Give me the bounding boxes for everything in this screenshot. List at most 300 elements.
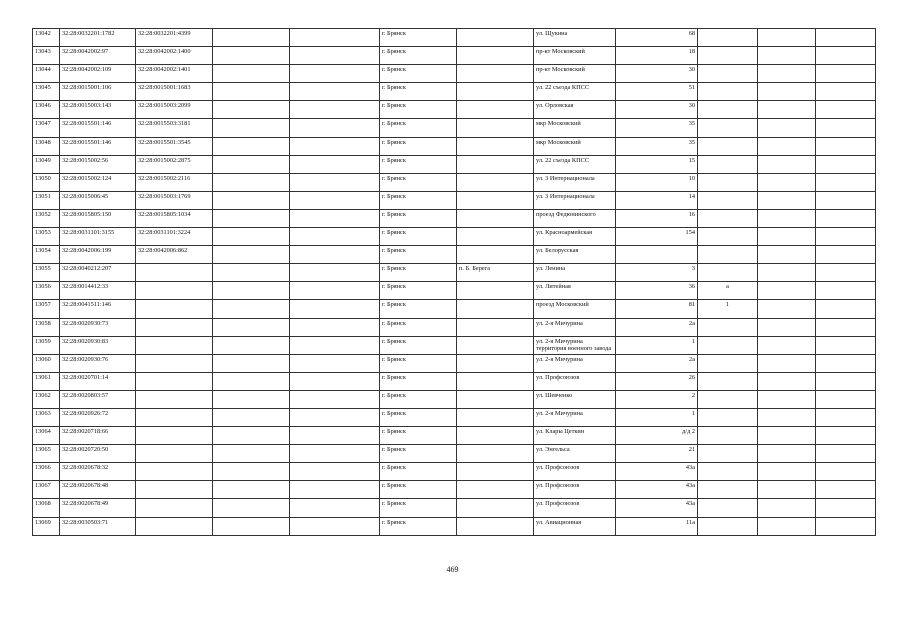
building-cell bbox=[698, 65, 758, 83]
cadastral-number-cell: 32:28:0015002:56 bbox=[60, 155, 136, 173]
cadastral-number-cell: 32:28:0015002:124 bbox=[60, 173, 136, 191]
street-cell: ул. Ленина bbox=[534, 264, 616, 282]
city-cell: г. Брянск bbox=[380, 427, 457, 445]
empty-cell bbox=[290, 336, 380, 354]
empty-cell bbox=[816, 336, 876, 354]
table-row bbox=[33, 282, 876, 300]
empty-cell bbox=[816, 300, 876, 318]
building-cell bbox=[698, 390, 758, 408]
empty-cell bbox=[816, 390, 876, 408]
object-cadastral-cell bbox=[136, 318, 213, 336]
house-cell: 35 bbox=[616, 119, 698, 137]
row-number-cell: 13050 bbox=[33, 173, 60, 191]
row-number-cell: 13065 bbox=[33, 445, 60, 463]
apartment-cell bbox=[758, 499, 816, 517]
apartment-cell bbox=[758, 408, 816, 426]
building-cell bbox=[698, 101, 758, 119]
empty-cell bbox=[213, 445, 290, 463]
empty-cell bbox=[213, 65, 290, 83]
empty-cell bbox=[213, 101, 290, 119]
building-cell bbox=[698, 191, 758, 209]
apartment-cell bbox=[758, 354, 816, 372]
cadastral-number-cell: 32:28:0015003:143 bbox=[60, 101, 136, 119]
row-number-cell: 13062 bbox=[33, 390, 60, 408]
empty-cell bbox=[816, 83, 876, 101]
cadastral-number-cell: 32:28:0020678:49 bbox=[60, 499, 136, 517]
house-cell: 30 bbox=[616, 65, 698, 83]
table-row bbox=[33, 155, 876, 173]
empty-cell bbox=[290, 209, 380, 227]
street-cell: ул. 2-я Мичурина bbox=[534, 354, 616, 372]
locality-cell bbox=[457, 191, 534, 209]
house-cell: 11а bbox=[616, 517, 698, 535]
building-cell bbox=[698, 481, 758, 499]
street-cell: ул. Белорусская bbox=[534, 246, 616, 264]
empty-cell bbox=[816, 47, 876, 65]
cadastral-number-cell: 32:28:0015001:106 bbox=[60, 83, 136, 101]
locality-cell bbox=[457, 83, 534, 101]
object-cadastral-cell bbox=[136, 264, 213, 282]
house-cell: д/д 2 bbox=[616, 427, 698, 445]
empty-cell bbox=[290, 119, 380, 137]
locality-cell bbox=[457, 65, 534, 83]
empty-cell bbox=[213, 336, 290, 354]
object-cadastral-cell bbox=[136, 408, 213, 426]
city-cell: г. Брянск bbox=[380, 372, 457, 390]
building-cell bbox=[698, 228, 758, 246]
empty-cell bbox=[290, 155, 380, 173]
locality-cell bbox=[457, 228, 534, 246]
table-row bbox=[33, 300, 876, 318]
row-number-cell: 13047 bbox=[33, 119, 60, 137]
apartment-cell bbox=[758, 29, 816, 47]
locality-cell bbox=[457, 318, 534, 336]
locality-cell bbox=[457, 155, 534, 173]
empty-cell bbox=[213, 119, 290, 137]
object-cadastral-cell: 32:28:0015501:3545 bbox=[136, 137, 213, 155]
building-cell bbox=[698, 264, 758, 282]
table-row bbox=[33, 83, 876, 101]
city-cell: г. Брянск bbox=[380, 228, 457, 246]
street-cell: ул. 3 Интернационала bbox=[534, 191, 616, 209]
empty-cell bbox=[213, 463, 290, 481]
table-row bbox=[33, 264, 876, 282]
locality-cell bbox=[457, 445, 534, 463]
table-row bbox=[33, 246, 876, 264]
empty-cell bbox=[816, 29, 876, 47]
apartment-cell bbox=[758, 445, 816, 463]
cadastral-number-cell: 32:28:0040212:207 bbox=[60, 264, 136, 282]
city-cell: г. Брянск bbox=[380, 29, 457, 47]
empty-cell bbox=[213, 209, 290, 227]
building-cell: а bbox=[698, 282, 758, 300]
locality-cell bbox=[457, 499, 534, 517]
empty-cell bbox=[213, 499, 290, 517]
cadastral-number-cell: 32:28:0015501:146 bbox=[60, 137, 136, 155]
empty-cell bbox=[213, 408, 290, 426]
empty-cell bbox=[816, 173, 876, 191]
city-cell: г. Брянск bbox=[380, 282, 457, 300]
apartment-cell bbox=[758, 173, 816, 191]
empty-cell bbox=[213, 354, 290, 372]
table-row bbox=[33, 173, 876, 191]
city-cell: г. Брянск bbox=[380, 47, 457, 65]
row-number-cell: 13069 bbox=[33, 517, 60, 535]
house-cell: 1 bbox=[616, 408, 698, 426]
house-cell: 14 bbox=[616, 191, 698, 209]
city-cell: г. Брянск bbox=[380, 246, 457, 264]
cadastral-number-cell: 32:28:0015805:150 bbox=[60, 209, 136, 227]
empty-cell bbox=[816, 264, 876, 282]
house-cell: 15 bbox=[616, 155, 698, 173]
building-cell: 1 bbox=[698, 300, 758, 318]
object-cadastral-cell: 32:28:0042002:1400 bbox=[136, 47, 213, 65]
cadastral-number-cell: 32:28:0020930:73 bbox=[60, 318, 136, 336]
house-cell: 43а bbox=[616, 463, 698, 481]
object-cadastral-cell: 32:28:0015805:1034 bbox=[136, 209, 213, 227]
row-number-cell: 13054 bbox=[33, 246, 60, 264]
object-cadastral-cell bbox=[136, 372, 213, 390]
row-number-cell: 13049 bbox=[33, 155, 60, 173]
empty-cell bbox=[213, 47, 290, 65]
cadastral-number-cell: 32:28:0020930:76 bbox=[60, 354, 136, 372]
street-cell: мкр Московский bbox=[534, 137, 616, 155]
empty-cell bbox=[290, 137, 380, 155]
street-cell: пр-кт Московский bbox=[534, 47, 616, 65]
city-cell: г. Брянск bbox=[380, 445, 457, 463]
street-cell: ул. Профсоюзов bbox=[534, 372, 616, 390]
city-cell: г. Брянск bbox=[380, 191, 457, 209]
apartment-cell bbox=[758, 155, 816, 173]
empty-cell bbox=[816, 463, 876, 481]
object-cadastral-cell bbox=[136, 336, 213, 354]
empty-cell bbox=[816, 246, 876, 264]
apartment-cell bbox=[758, 83, 816, 101]
table-row bbox=[33, 445, 876, 463]
locality-cell bbox=[457, 427, 534, 445]
empty-cell bbox=[290, 318, 380, 336]
city-cell: г. Брянск bbox=[380, 119, 457, 137]
city-cell: г. Брянск bbox=[380, 336, 457, 354]
table-row bbox=[33, 137, 876, 155]
city-cell: г. Брянск bbox=[380, 517, 457, 535]
row-number-cell: 13066 bbox=[33, 463, 60, 481]
locality-cell bbox=[457, 173, 534, 191]
locality-cell bbox=[457, 354, 534, 372]
registry-table bbox=[32, 28, 876, 536]
empty-cell bbox=[290, 101, 380, 119]
empty-cell bbox=[816, 101, 876, 119]
apartment-cell bbox=[758, 119, 816, 137]
apartment-cell bbox=[758, 228, 816, 246]
empty-cell bbox=[816, 209, 876, 227]
city-cell: г. Брянск bbox=[380, 264, 457, 282]
house-cell: 26 bbox=[616, 372, 698, 390]
locality-cell bbox=[457, 481, 534, 499]
cadastral-number-cell: 32:28:0020926:72 bbox=[60, 408, 136, 426]
apartment-cell bbox=[758, 47, 816, 65]
empty-cell bbox=[816, 137, 876, 155]
empty-cell bbox=[213, 481, 290, 499]
building-cell bbox=[698, 155, 758, 173]
building-cell bbox=[698, 445, 758, 463]
house-cell bbox=[616, 246, 698, 264]
building-cell bbox=[698, 463, 758, 481]
object-cadastral-cell: 32:28:0015003:1769 bbox=[136, 191, 213, 209]
apartment-cell bbox=[758, 336, 816, 354]
empty-cell bbox=[290, 282, 380, 300]
table-row bbox=[33, 101, 876, 119]
apartment-cell bbox=[758, 463, 816, 481]
cadastral-number-cell: 32:28:0042002:97 bbox=[60, 47, 136, 65]
building-cell bbox=[698, 47, 758, 65]
empty-cell bbox=[816, 481, 876, 499]
row-number-cell: 13063 bbox=[33, 408, 60, 426]
apartment-cell bbox=[758, 517, 816, 535]
empty-cell bbox=[290, 246, 380, 264]
street-cell: ул. 2-я Мичурина bbox=[534, 408, 616, 426]
building-cell bbox=[698, 137, 758, 155]
object-cadastral-cell: 32:28:0015503:3181 bbox=[136, 119, 213, 137]
house-cell: 43а bbox=[616, 499, 698, 517]
street-cell: ул. 3 Интернационала bbox=[534, 173, 616, 191]
empty-cell bbox=[213, 300, 290, 318]
empty-cell bbox=[816, 318, 876, 336]
row-number-cell: 13053 bbox=[33, 228, 60, 246]
empty-cell bbox=[816, 372, 876, 390]
cadastral-number-cell: 32:28:0020678:48 bbox=[60, 481, 136, 499]
object-cadastral-cell: 32:28:0015002:2116 bbox=[136, 173, 213, 191]
apartment-cell bbox=[758, 101, 816, 119]
object-cadastral-cell: 32:28:0015003:2099 bbox=[136, 101, 213, 119]
row-number-cell: 13055 bbox=[33, 264, 60, 282]
object-cadastral-cell bbox=[136, 282, 213, 300]
locality-cell bbox=[457, 47, 534, 65]
empty-cell bbox=[213, 137, 290, 155]
empty-cell bbox=[213, 83, 290, 101]
table-row bbox=[33, 408, 876, 426]
empty-cell bbox=[816, 517, 876, 535]
house-cell: 43а bbox=[616, 481, 698, 499]
building-cell bbox=[698, 209, 758, 227]
locality-cell bbox=[457, 119, 534, 137]
street-cell: ул. 2-я Мичурина территория военного завода bbox=[534, 336, 616, 354]
house-cell: 2а bbox=[616, 318, 698, 336]
house-cell: 36 bbox=[616, 282, 698, 300]
building-cell bbox=[698, 408, 758, 426]
object-cadastral-cell: 32:28:0015001:1683 bbox=[136, 83, 213, 101]
locality-cell bbox=[457, 300, 534, 318]
cadastral-number-cell: 32:28:0014412:33 bbox=[60, 282, 136, 300]
table-row bbox=[33, 372, 876, 390]
street-cell: пр-кт Московский bbox=[534, 65, 616, 83]
city-cell: г. Брянск bbox=[380, 173, 457, 191]
empty-cell bbox=[213, 318, 290, 336]
empty-cell bbox=[213, 155, 290, 173]
empty-cell bbox=[213, 427, 290, 445]
table-row bbox=[33, 65, 876, 83]
apartment-cell bbox=[758, 191, 816, 209]
building-cell bbox=[698, 119, 758, 137]
table-row bbox=[33, 228, 876, 246]
empty-cell bbox=[290, 463, 380, 481]
empty-cell bbox=[290, 481, 380, 499]
street-cell: ул. Шевченко bbox=[534, 390, 616, 408]
empty-cell bbox=[213, 282, 290, 300]
house-cell: 2 bbox=[616, 390, 698, 408]
street-cell: проезд Федюнинского bbox=[534, 209, 616, 227]
cadastral-number-cell: 32:28:0042002:109 bbox=[60, 65, 136, 83]
row-number-cell: 13067 bbox=[33, 481, 60, 499]
locality-cell bbox=[457, 463, 534, 481]
table-row bbox=[33, 47, 876, 65]
city-cell: г. Брянск bbox=[380, 408, 457, 426]
empty-cell bbox=[816, 228, 876, 246]
apartment-cell bbox=[758, 264, 816, 282]
building-cell bbox=[698, 499, 758, 517]
row-number-cell: 13059 bbox=[33, 336, 60, 354]
row-number-cell: 13057 bbox=[33, 300, 60, 318]
building-cell bbox=[698, 336, 758, 354]
empty-cell bbox=[290, 427, 380, 445]
empty-cell bbox=[816, 282, 876, 300]
building-cell bbox=[698, 427, 758, 445]
registry-body bbox=[33, 29, 876, 536]
house-cell: 35 bbox=[616, 137, 698, 155]
empty-cell bbox=[816, 191, 876, 209]
house-cell: 1 bbox=[616, 336, 698, 354]
locality-cell bbox=[457, 137, 534, 155]
building-cell bbox=[698, 318, 758, 336]
row-number-cell: 13056 bbox=[33, 282, 60, 300]
table-row bbox=[33, 209, 876, 227]
row-number-cell: 13060 bbox=[33, 354, 60, 372]
street-cell: ул. Литейная bbox=[534, 282, 616, 300]
empty-cell bbox=[213, 246, 290, 264]
row-number-cell: 13052 bbox=[33, 209, 60, 227]
building-cell bbox=[698, 29, 758, 47]
street-cell: ул. Орловская bbox=[534, 101, 616, 119]
house-cell: 51 bbox=[616, 83, 698, 101]
empty-cell bbox=[290, 445, 380, 463]
cadastral-number-cell: 32:28:0020701:14 bbox=[60, 372, 136, 390]
empty-cell bbox=[213, 29, 290, 47]
city-cell: г. Брянск bbox=[380, 65, 457, 83]
apartment-cell bbox=[758, 372, 816, 390]
street-cell: ул. Клары Цеткин bbox=[534, 427, 616, 445]
table-row bbox=[33, 336, 876, 354]
empty-cell bbox=[290, 173, 380, 191]
empty-cell bbox=[816, 65, 876, 83]
row-number-cell: 13064 bbox=[33, 427, 60, 445]
street-cell: ул. 2-я Мичурина bbox=[534, 318, 616, 336]
apartment-cell bbox=[758, 137, 816, 155]
empty-cell bbox=[816, 354, 876, 372]
house-cell: 3 bbox=[616, 264, 698, 282]
house-cell: 154 bbox=[616, 228, 698, 246]
locality-cell bbox=[457, 336, 534, 354]
house-cell: 18 bbox=[616, 47, 698, 65]
object-cadastral-cell: 32:28:0042006:862 bbox=[136, 246, 213, 264]
table-row bbox=[33, 29, 876, 47]
empty-cell bbox=[290, 300, 380, 318]
table-row bbox=[33, 119, 876, 137]
table-row bbox=[33, 390, 876, 408]
empty-cell bbox=[290, 499, 380, 517]
empty-cell bbox=[816, 155, 876, 173]
row-number-cell: 13058 bbox=[33, 318, 60, 336]
row-number-cell: 13044 bbox=[33, 65, 60, 83]
cadastral-number-cell: 32:28:0015006:45 bbox=[60, 191, 136, 209]
building-cell bbox=[698, 372, 758, 390]
street-cell: ул. Щукина bbox=[534, 29, 616, 47]
cadastral-number-cell: 32:28:0020720:50 bbox=[60, 445, 136, 463]
row-number-cell: 13061 bbox=[33, 372, 60, 390]
building-cell bbox=[698, 173, 758, 191]
object-cadastral-cell bbox=[136, 427, 213, 445]
city-cell: г. Брянск bbox=[380, 155, 457, 173]
object-cadastral-cell bbox=[136, 354, 213, 372]
apartment-cell bbox=[758, 481, 816, 499]
house-cell: 30 bbox=[616, 101, 698, 119]
cadastral-number-cell: 32:28:0042006:199 bbox=[60, 246, 136, 264]
apartment-cell bbox=[758, 318, 816, 336]
empty-cell bbox=[290, 228, 380, 246]
locality-cell bbox=[457, 372, 534, 390]
cadastral-number-cell: 32:28:0015501:146 bbox=[60, 119, 136, 137]
building-cell bbox=[698, 517, 758, 535]
table-row bbox=[33, 354, 876, 372]
apartment-cell bbox=[758, 300, 816, 318]
locality-cell bbox=[457, 408, 534, 426]
empty-cell bbox=[816, 445, 876, 463]
apartment-cell bbox=[758, 282, 816, 300]
row-number-cell: 13046 bbox=[33, 101, 60, 119]
table-row bbox=[33, 318, 876, 336]
empty-cell bbox=[816, 499, 876, 517]
empty-cell bbox=[816, 119, 876, 137]
empty-cell bbox=[290, 390, 380, 408]
city-cell: г. Брянск bbox=[380, 101, 457, 119]
street-cell: ул. Энгельса bbox=[534, 445, 616, 463]
row-number-cell: 13068 bbox=[33, 499, 60, 517]
object-cadastral-cell bbox=[136, 445, 213, 463]
empty-cell bbox=[213, 264, 290, 282]
city-cell: г. Брянск bbox=[380, 463, 457, 481]
locality-cell bbox=[457, 390, 534, 408]
locality-cell bbox=[457, 282, 534, 300]
cadastral-number-cell: 32:28:0020803:57 bbox=[60, 390, 136, 408]
house-cell: 2а bbox=[616, 354, 698, 372]
house-cell: 81 bbox=[616, 300, 698, 318]
cadastral-number-cell: 32:28:0020718:66 bbox=[60, 427, 136, 445]
object-cadastral-cell: 32:28:0032201:4399 bbox=[136, 29, 213, 47]
empty-cell bbox=[213, 191, 290, 209]
house-cell: 10 bbox=[616, 173, 698, 191]
empty-cell bbox=[290, 65, 380, 83]
locality-cell bbox=[457, 517, 534, 535]
empty-cell bbox=[290, 29, 380, 47]
city-cell: г. Брянск bbox=[380, 481, 457, 499]
cadastral-number-cell: 32:28:0020930:83 bbox=[60, 336, 136, 354]
city-cell: г. Брянск bbox=[380, 300, 457, 318]
street-cell: ул. 22 съезда КПСС bbox=[534, 155, 616, 173]
apartment-cell bbox=[758, 390, 816, 408]
object-cadastral-cell bbox=[136, 517, 213, 535]
cadastral-number-cell: 32:28:0041511:146 bbox=[60, 300, 136, 318]
apartment-cell bbox=[758, 427, 816, 445]
empty-cell bbox=[290, 47, 380, 65]
